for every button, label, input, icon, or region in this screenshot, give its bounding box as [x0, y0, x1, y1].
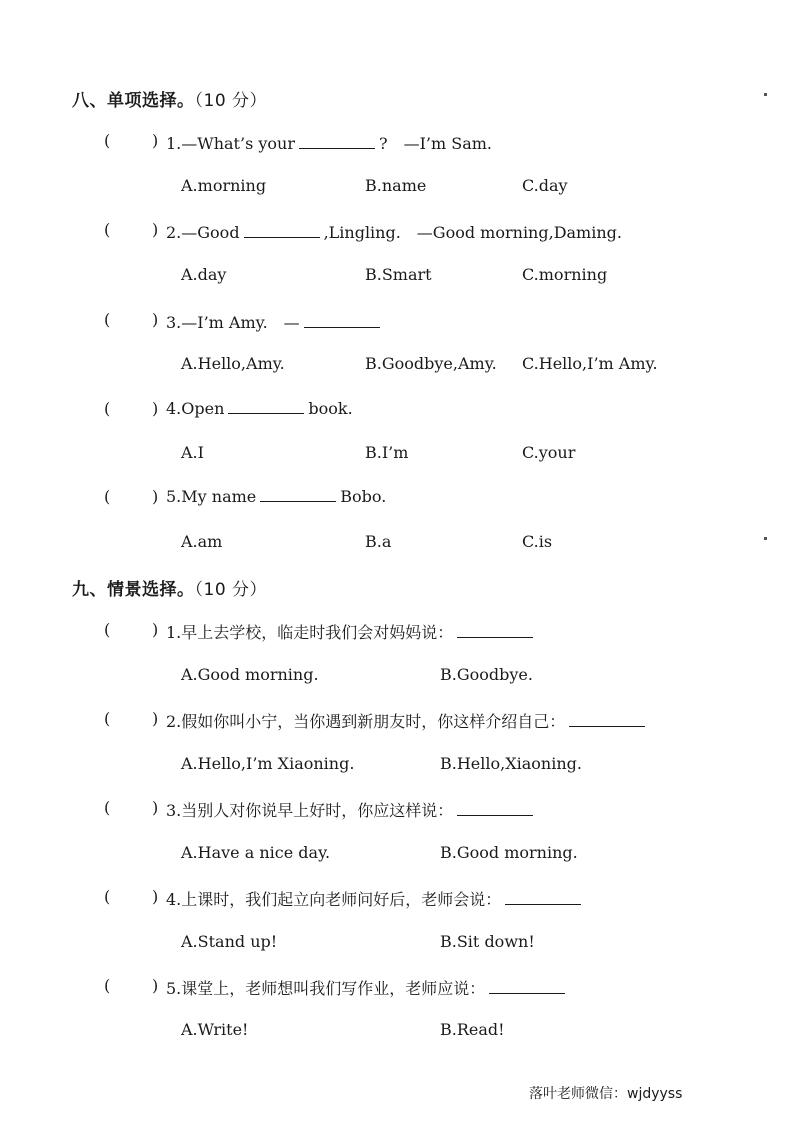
option-a: A.Stand up! — [181, 932, 278, 951]
question-text — [166, 310, 384, 333]
question-text — [166, 798, 537, 821]
s8-question-2 — [0, 220, 793, 244]
answer-blank[interactable] — [260, 487, 336, 502]
s8-question-4 — [0, 399, 793, 423]
option-a: A.Have a nice day. — [181, 843, 331, 862]
answer-paren-right: ) — [152, 887, 159, 906]
option-b: B.Smart — [365, 265, 432, 284]
section-9-points: （10 分） — [194, 580, 268, 600]
answer-paren-right: ) — [152, 399, 159, 418]
question-text — [166, 220, 622, 243]
answer-paren-left: ( — [104, 310, 111, 329]
s8-question-3 — [0, 310, 793, 334]
answer-paren-right: ) — [152, 131, 159, 150]
answer-paren-left: ( — [104, 220, 111, 239]
question-stem: 5.课堂上，老师想叫我们写作业，老师应说： — [166, 979, 486, 998]
section-8-title — [72, 86, 267, 111]
s9-question-4 — [0, 887, 793, 911]
option-b: B.a — [365, 532, 392, 551]
option-b: B.Goodbye. — [440, 665, 533, 684]
answer-blank[interactable] — [304, 313, 380, 328]
question-text — [166, 709, 649, 732]
option-c: C.is — [522, 532, 553, 551]
scan-mark — [764, 93, 767, 96]
option-c: C.day — [522, 176, 568, 195]
answer-blank[interactable] — [457, 623, 533, 638]
s8-question-1 — [0, 131, 793, 155]
option-b: B.I’m — [365, 443, 409, 462]
answer-blank[interactable] — [228, 399, 304, 414]
question-text — [166, 887, 585, 910]
option-a: A.Write! — [181, 1020, 249, 1039]
option-a: A.Hello,I’m Xiaoning. — [181, 754, 355, 773]
option-a: A.Good morning. — [181, 665, 319, 684]
question-stem: 1.早上去学校，临走时我们会对妈妈说： — [166, 623, 454, 642]
s9-question-3 — [0, 798, 793, 822]
s9-question-5 — [0, 976, 793, 1000]
s9-question-1 — [0, 620, 793, 644]
question-tail: ,Lingling. —Good morning,Daming. — [323, 223, 622, 242]
option-b: B.Good morning. — [440, 843, 578, 862]
option-b: B.name — [365, 176, 427, 195]
footer-watermark: 落叶老师微信：wjdyyss — [529, 1086, 683, 1102]
section-8-points: （10 分） — [194, 91, 268, 111]
question-stem: 1.—What’s your — [166, 134, 295, 153]
section-9-heading: 九、情景选择。 — [72, 580, 195, 600]
answer-paren-right: ) — [152, 487, 159, 506]
answer-blank[interactable] — [457, 801, 533, 816]
question-stem: 4.Open — [166, 399, 225, 418]
answer-paren-right: ) — [152, 709, 159, 728]
question-text — [166, 399, 353, 418]
section-9-title — [72, 575, 267, 600]
option-c: C.your — [522, 443, 576, 462]
answer-paren-left: ( — [104, 709, 111, 728]
option-b: B.Goodbye,Amy. — [365, 354, 497, 373]
option-a: A.I — [181, 443, 204, 462]
answer-paren-right: ) — [152, 620, 159, 639]
s8-question-5 — [0, 487, 793, 511]
question-tail: book. — [308, 399, 353, 418]
answer-blank[interactable] — [244, 223, 320, 238]
question-text — [166, 131, 492, 154]
question-stem: 3.—I’m Amy. — — [166, 313, 300, 332]
option-a: A.Hello,Amy. — [181, 354, 285, 373]
question-text — [166, 976, 569, 999]
question-tail: ? —I’m Sam. — [379, 134, 493, 153]
answer-blank[interactable] — [489, 979, 565, 994]
option-a: A.am — [181, 532, 223, 551]
answer-paren-left: ( — [104, 887, 111, 906]
option-a: A.morning — [181, 176, 267, 195]
option-b: B.Hello,Xiaoning. — [440, 754, 582, 773]
option-b: B.Read! — [440, 1020, 505, 1039]
answer-paren-right: ) — [152, 976, 159, 995]
answer-paren-right: ) — [152, 220, 159, 239]
question-tail: Bobo. — [340, 487, 387, 506]
question-stem: 2.—Good — [166, 223, 240, 242]
scan-mark — [764, 537, 767, 540]
option-c: C.morning — [522, 265, 608, 284]
question-text — [166, 487, 386, 506]
answer-paren-right: ) — [152, 798, 159, 817]
question-text — [166, 620, 537, 643]
answer-blank[interactable] — [569, 712, 645, 727]
question-stem: 4.上课时，我们起立向老师问好后，老师会说： — [166, 890, 502, 909]
question-stem: 2.假如你叫小宁，当你遇到新朋友时，你这样介绍自己： — [166, 712, 566, 731]
question-stem: 5.My name — [166, 487, 257, 506]
answer-paren-left: ( — [104, 487, 111, 506]
answer-paren-left: ( — [104, 620, 111, 639]
answer-paren-left: ( — [104, 798, 111, 817]
question-stem: 3.当别人对你说早上好时，你应这样说： — [166, 801, 454, 820]
option-c: C.Hello,I’m Amy. — [522, 354, 658, 373]
section-8-heading: 八、单项选择。 — [72, 91, 195, 111]
answer-paren-left: ( — [104, 399, 111, 418]
option-b: B.Sit down! — [440, 932, 535, 951]
option-a: A.day — [181, 265, 227, 284]
s9-question-2 — [0, 709, 793, 733]
answer-blank[interactable] — [299, 134, 375, 149]
answer-paren-left: ( — [104, 131, 111, 150]
answer-paren-left: ( — [104, 976, 111, 995]
answer-paren-right: ) — [152, 310, 159, 329]
answer-blank[interactable] — [505, 890, 581, 905]
